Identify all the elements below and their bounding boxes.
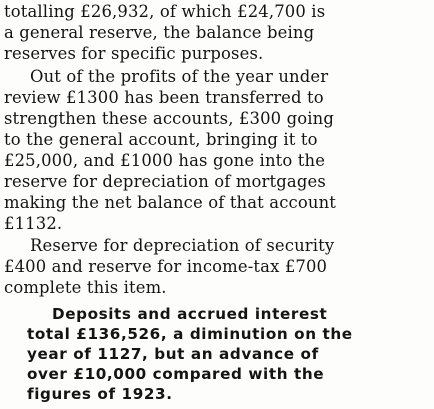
text-line: Out of the profits of the year under: [30, 67, 329, 86]
text-line: review £1300 has been transferred to: [4, 88, 324, 107]
text-line: year of 1127, but an advance of: [27, 345, 319, 363]
text-line: complete this item.: [4, 278, 167, 297]
text-line: reserve for depreciation of mortgages: [4, 172, 326, 191]
text-line: figures of 1923.: [27, 385, 173, 403]
text-line: Reserve for depreciation of security: [30, 236, 335, 255]
text-line: £1132.: [4, 214, 63, 233]
text-line: reserves for specific purposes.: [4, 44, 264, 63]
text-line: strengthen these accounts, £300 going: [4, 109, 335, 128]
text-line: total £136,526, a diminution on the: [27, 325, 353, 343]
text-line: making the net balance of that account: [4, 193, 337, 212]
text-line: over £10,000 compared with the: [27, 365, 325, 383]
text-line: Deposits and accrued interest: [52, 305, 328, 323]
text-line: to the general account, bringing it to: [4, 130, 318, 149]
text-line: £400 and reserve for income-tax £700: [4, 257, 328, 276]
text-line: a general reserve, the balance being: [4, 23, 315, 42]
text-line: totalling £26,932, of which £24,700 is: [4, 2, 326, 21]
text-line: £25,000, and £1000 has gone into the: [4, 151, 326, 170]
